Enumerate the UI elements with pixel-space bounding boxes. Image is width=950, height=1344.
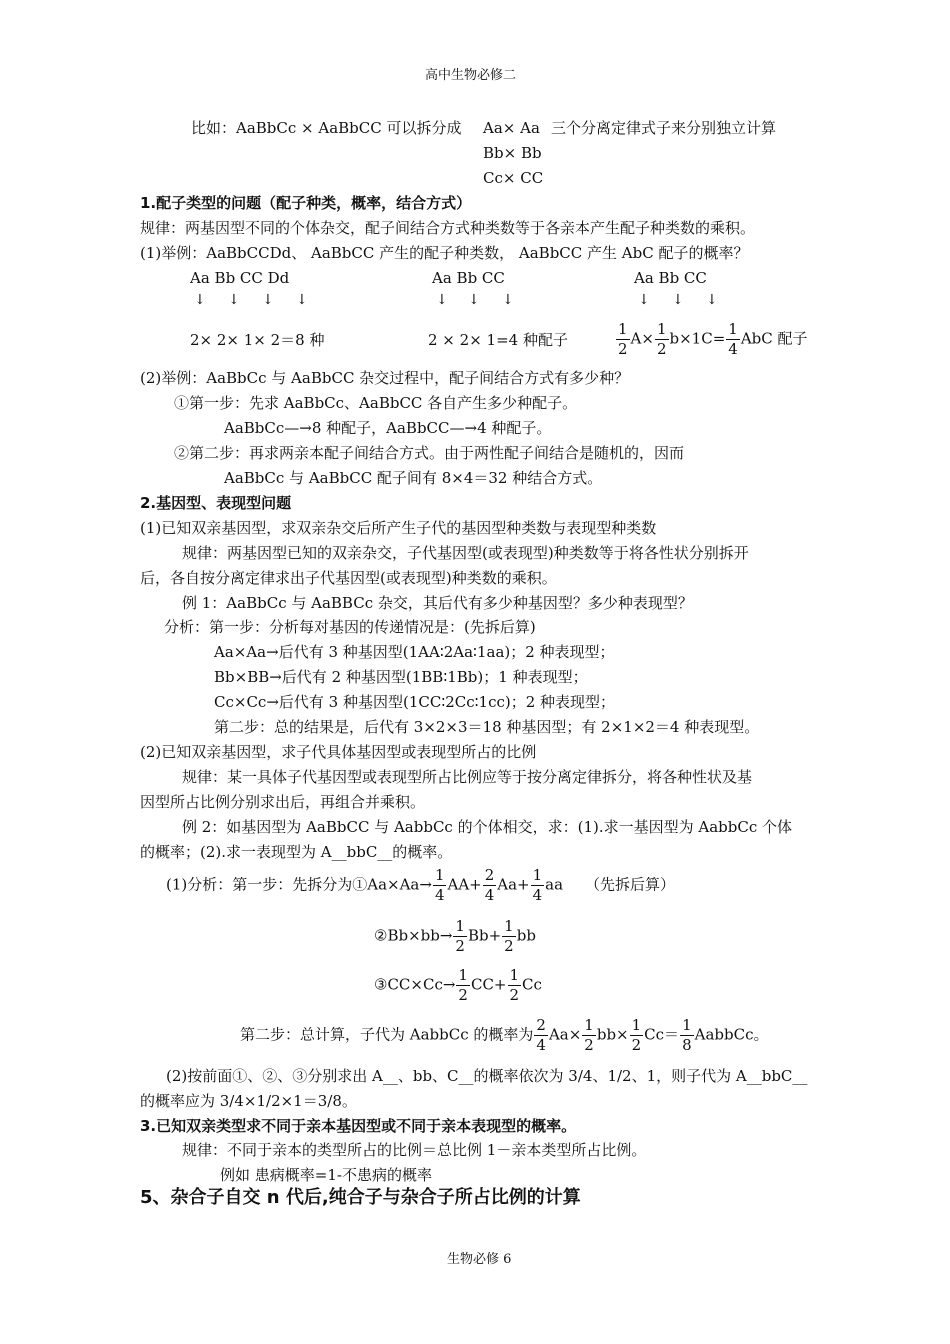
section-3-title: 3.已知双亲类型求不同于亲本基因型或不同于亲本表现型的概率。 — [140, 1117, 577, 1135]
page-header: 高中生物必修二 — [425, 68, 517, 83]
fraction: $\frac{1}{2}$ — [455, 917, 465, 955]
group-1-genes: Aa Bb CC Dd — [190, 269, 290, 287]
section-1-example-1: (1)举例：AaBbCCDd、 AaBbCC 产生的配子种类数， AaBbCC 产生 AbC 配子的概率？ — [140, 244, 749, 262]
formula-aa: (1)分析：第一步：先拆分为①Aa×Aa→ $\frac{1}{4}$ AA+ $\frac{2}{4}$ Aa+ $\frac{1}{4}$ aa （先拆后算） — [166, 866, 676, 904]
step-2: ②第二步：再求两亲本配子间结合方式。由于两性配子间结合是随机的，因而 — [174, 444, 685, 462]
step-1-detail: AaBbCc—→8 种配子，AaBbCC—→4 种配子。 — [224, 419, 552, 437]
intro-pair-2: Bb× Bb — [483, 144, 542, 162]
section-1-title: 1.配子类型的问题（配子种类，概率，结合方式） — [140, 194, 472, 212]
down-arrow-icon: ↓ — [672, 292, 684, 308]
section-2-rule-2a: 规律：某一具体子代基因型或表现型所占比例应等于按分离定律拆分，将各种性状及基 — [182, 768, 753, 786]
fraction: $\frac{1}{4}$ — [532, 866, 543, 904]
intro-pair-3: Cc× CC — [483, 169, 544, 187]
analysis-bb: Bb×BB→后代有 2 种基因型(1BB∶1Bb)；1 种表现型； — [214, 668, 588, 686]
down-arrow-icon: ↓ — [638, 292, 650, 308]
fraction: $\frac{1}{2}$ — [509, 966, 520, 1004]
down-arrow-icon: ↓ — [194, 292, 206, 308]
section-2-part-2: (2)已知双亲基因型，求子代具体基因型或表现型所占的比例 — [140, 743, 537, 761]
section-1-example-2: (2)举例：AaBbCc 与 AaBbCC 杂交过程中，配子间结合方式有多少种？ — [140, 369, 630, 387]
analysis-step-1: 分析：第一步：分析每对基因的传递情况是：(先拆后算) — [164, 618, 536, 636]
section-2-title: 2.基因型、表现型问题 — [140, 494, 292, 512]
example-2b: 的概率；(2).求一表现型为 A__bbC__的概率。 — [140, 843, 453, 861]
group-3-genes: Aa Bb CC — [634, 269, 707, 287]
analysis-cc: Cc×Cc→后代有 3 种基因型(1CC∶2Cc∶1cc)；2 种表现型； — [214, 693, 616, 711]
page-number: 6 — [503, 1252, 512, 1267]
footer-text: 生物必修 — [447, 1252, 500, 1267]
section-5-title: 5、杂合子自交 n 代后,纯合子与杂合子所占比例的计算 — [140, 1187, 581, 1208]
down-arrow-icon: ↓ — [296, 292, 308, 308]
section-2-last-2: 的概率应为 3/4×1/2×1＝3/8。 — [140, 1092, 357, 1110]
intro-text: 比如：AaBbCc × AaBbCC 可以拆分成 — [191, 119, 462, 137]
formula-bb: ②Bb×bb→ $\frac{1}{2}$ Bb+ $\frac{1}{2}$ bb — [374, 917, 536, 955]
page-footer — [447, 1250, 511, 1270]
group-2-result: 2 × 2× 1=4 种配子 — [428, 331, 568, 349]
fraction: $\frac{1}{2}$ — [631, 1016, 642, 1054]
fraction: $\frac{1}{2}$ — [584, 1016, 594, 1054]
section-2-rule-2b: 因型所占比例分别求出后，再组合并乘积。 — [140, 793, 426, 811]
formula-cc: ③CC×Cc→ $\frac{1}{2}$ CC+ $\frac{1}{2}$ Cc — [374, 966, 542, 1004]
down-arrow-icon: ↓ — [468, 292, 480, 308]
fraction: $\frac{1}{2}$ — [458, 966, 468, 1004]
fraction: $\frac{1}{8}$ — [682, 1016, 692, 1054]
down-arrow-icon: ↓ — [436, 292, 448, 308]
down-arrow-icon: ↓ — [262, 292, 274, 308]
intro-tail: 三个分离定律式子来分别独立计算 — [551, 119, 777, 137]
section-3-example: 例如 患病概率=1-不患病的概率 — [220, 1166, 432, 1184]
down-arrow-icon: ↓ — [502, 292, 514, 308]
section-2-part-1: (1)已知双亲基因型，求双亲杂交后所产生子代的基因型种类数与表现型种类数 — [140, 519, 657, 537]
section-2-last-1: (2)按前面①、②、③分别求出 A__、bb、C__的概率依次为 3/4、1/2、1，则子代为 A__bbC__ — [166, 1067, 808, 1085]
step-1: ①第一步：先求 AaBbCc、AaBbCC 各自产生多少种配子。 — [174, 394, 578, 412]
analysis-aa: Aa×Aa→后代有 3 种基因型(1AA∶2Aa∶1aa)；2 种表现型； — [214, 643, 615, 661]
example-2a: 例 2：如基因型为 AaBbCC 与 AabbCc 的个体相交，求：(1).求一基因型为 AabbCc 个体 — [182, 818, 793, 836]
section-2-rule-1a: 规律：两基因型已知的双亲杂交，子代基因型(或表现型)种类数等于将各性状分别拆开 — [182, 544, 749, 562]
group-2-genes: Aa Bb CC — [432, 269, 505, 287]
group-3-result: $\frac{1}{2}$ A× $\frac{1}{2}$ b×1C= $\frac{1}{4}$ AbC 配子 — [618, 320, 808, 358]
section-2-rule-1b: 后，各自按分离定律求出子代基因型(或表现型)种类数的乘积。 — [140, 569, 557, 587]
fraction: $\frac{1}{4}$ — [434, 866, 445, 904]
section-1-rule: 规律：两基因型不同的个体杂交，配子间结合方式种类数等于各亲本产生配子种类数的乘积。 — [140, 219, 756, 237]
fraction: $\frac{1}{2}$ — [656, 320, 667, 358]
step-2-detail: AaBbCc 与 AaBbCC 配子间有 8×4＝32 种结合方式。 — [224, 469, 603, 487]
fraction: $\frac{2}{4}$ — [484, 866, 495, 904]
fraction: $\frac{2}{4}$ — [536, 1016, 546, 1054]
intro-pair-1: Aa× Aa — [483, 119, 540, 137]
fraction: $\frac{1}{2}$ — [504, 917, 514, 955]
analysis-step-2: 第二步：总的结果是，后代有 3×2×3＝18 种基因型；有 2×1×2＝4 种表现型。 — [214, 718, 760, 736]
group-1-result: 2× 2× 1× 2＝8 种 — [190, 331, 325, 349]
fraction: $\frac{1}{4}$ — [728, 320, 738, 358]
fraction: $\frac{1}{2}$ — [618, 320, 628, 358]
intro-line — [191, 118, 462, 138]
down-arrow-icon: ↓ — [228, 292, 240, 308]
section-3-rule: 规律：不同于亲本的类型所占的比例＝总比例 1－亲本类型所占比例。 — [182, 1141, 647, 1159]
down-arrow-icon: ↓ — [706, 292, 718, 308]
example-1: 例 1：AaBbCc 与 AaBBCc 杂交，其后代有多少种基因型？多少种表现型？ — [182, 594, 693, 612]
formula-total: 第二步：总计算，子代为 AabbCc 的概率为 $\frac{2}{4}$ Aa× $\frac{1}{2}$ bb× $\frac{1}{2}$ Cc＝ $\frac{1}{8}$ AabbCc。 — [240, 1016, 769, 1054]
